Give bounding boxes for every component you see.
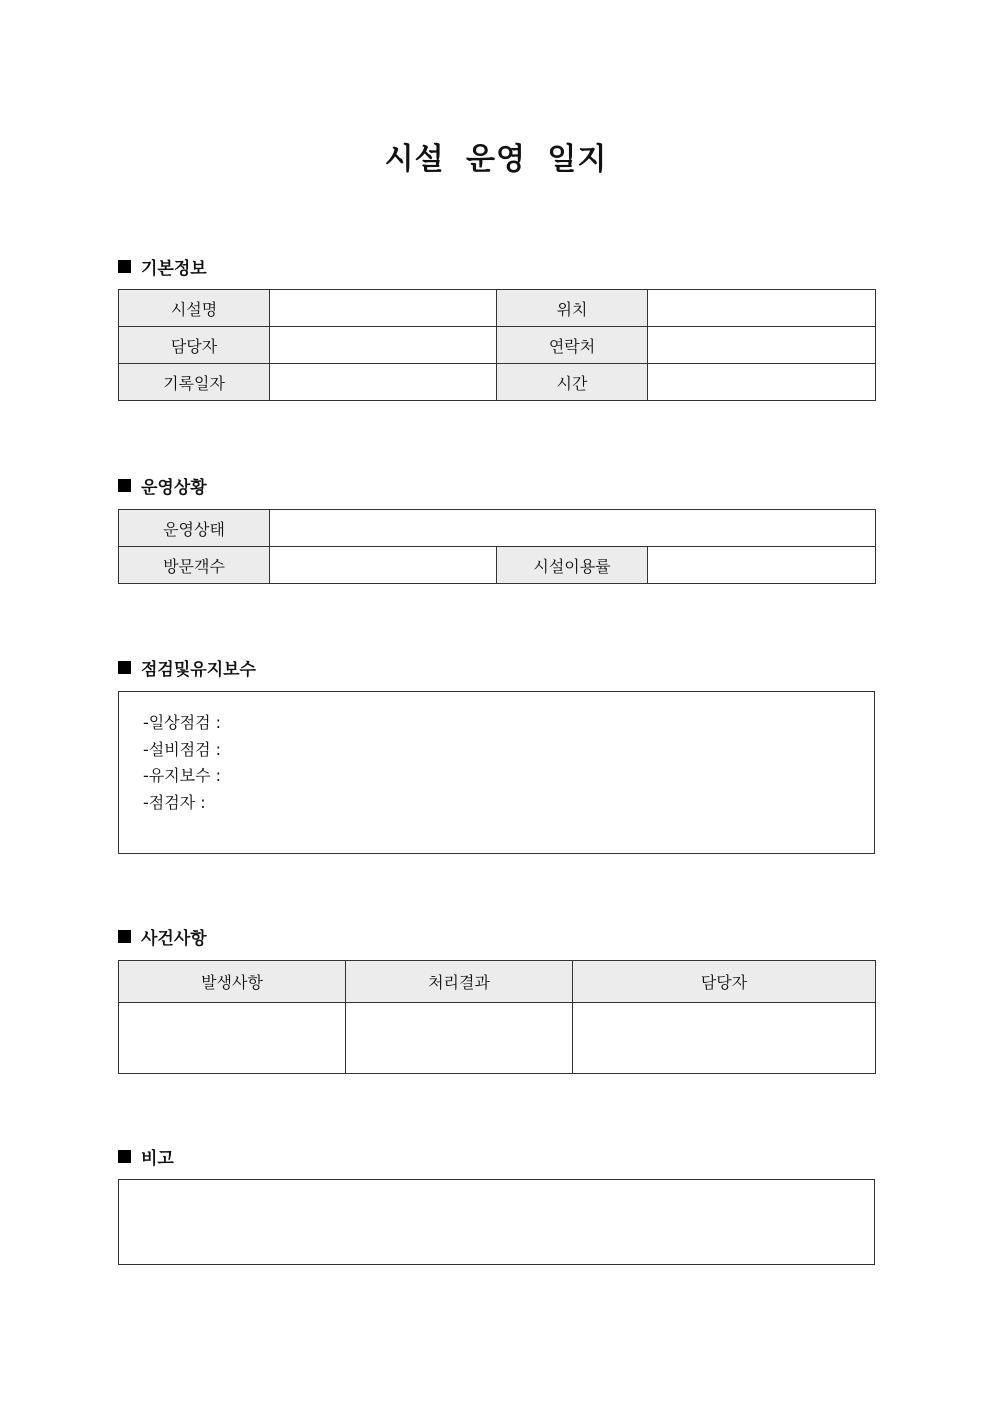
visitor-count-label: 방문객수 — [119, 547, 270, 584]
facility-name-field[interactable] — [270, 290, 497, 327]
time-label: 시간 — [497, 364, 648, 401]
black-square-icon — [118, 1150, 131, 1163]
location-field[interactable] — [648, 290, 876, 327]
contact-field[interactable] — [648, 327, 876, 364]
basic-info-table — [118, 289, 876, 401]
black-square-icon — [118, 930, 131, 943]
manager-cell[interactable] — [573, 1003, 876, 1074]
visitor-count-field[interactable] — [270, 547, 497, 584]
manager-column-header: 담당자 — [573, 961, 876, 1003]
section-heading-remarks — [118, 1144, 174, 1169]
section-heading-incidents — [118, 924, 207, 949]
contact-label: 연락처 — [497, 327, 648, 364]
result-column-header: 처리결과 — [346, 961, 573, 1003]
equipment-inspection-line: -설비점검 : — [143, 739, 222, 759]
section-heading-label: 기본정보 — [141, 259, 207, 279]
time-field[interactable] — [648, 364, 876, 401]
maintenance-box[interactable] — [118, 691, 875, 854]
black-square-icon — [118, 479, 131, 492]
black-square-icon — [118, 260, 131, 273]
inspector-line: -점검자 : — [143, 792, 206, 812]
facility-name-label: 시설명 — [119, 290, 270, 327]
operation-table — [118, 509, 876, 584]
usage-rate-field[interactable] — [648, 547, 876, 584]
operation-status-field[interactable] — [270, 510, 876, 547]
section-heading-label: 사건사항 — [141, 929, 207, 949]
black-square-icon — [118, 661, 131, 674]
page-title: 시설 운영 일지 — [384, 142, 608, 177]
section-heading-label: 점검및유지보수 — [141, 660, 256, 680]
manager-field[interactable] — [270, 327, 497, 364]
manager-label: 담당자 — [119, 327, 270, 364]
maintenance-line: -유지보수 : — [143, 766, 222, 785]
section-heading-basic — [118, 254, 207, 279]
record-date-label: 기록일자 — [119, 364, 270, 401]
operation-status-label: 운영상태 — [119, 510, 270, 547]
usage-rate-label: 시설이용률 — [497, 547, 648, 584]
incidents-table — [118, 960, 876, 1074]
result-cell[interactable] — [346, 1003, 573, 1074]
location-label: 위치 — [497, 290, 648, 327]
incident-column-header: 발생사항 — [119, 961, 346, 1003]
section-heading-maintenance — [118, 655, 256, 680]
incident-cell[interactable] — [119, 1003, 346, 1074]
section-heading-label: 비고 — [141, 1149, 174, 1169]
daily-inspection-line: -일상점검 : — [143, 713, 222, 732]
section-heading-operation — [118, 473, 207, 498]
remarks-box[interactable] — [118, 1179, 875, 1265]
section-heading-label: 운영상황 — [141, 478, 207, 498]
record-date-field[interactable] — [270, 364, 497, 401]
